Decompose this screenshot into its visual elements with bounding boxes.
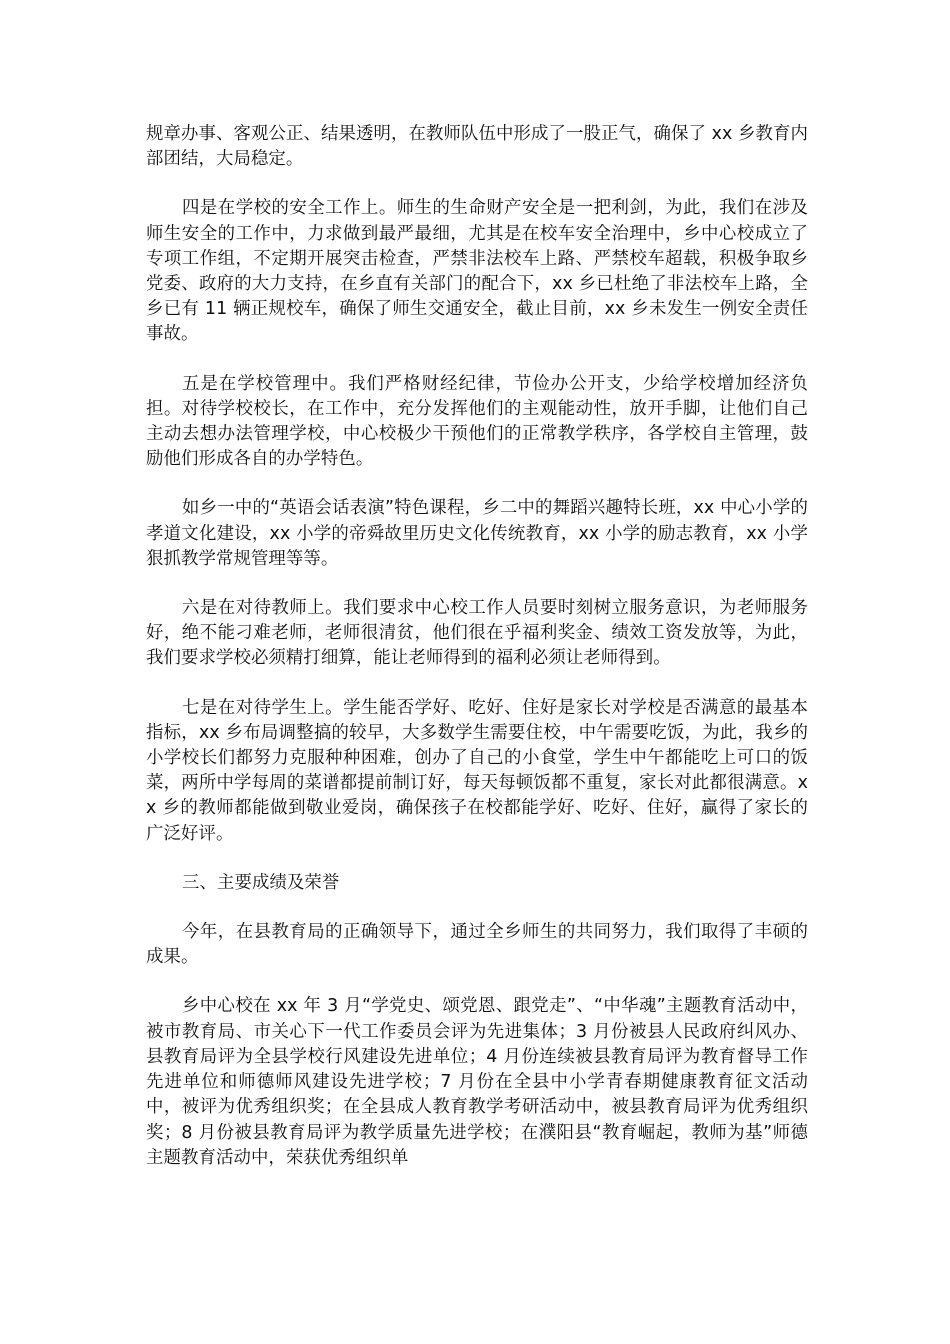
paragraph-school-features: 如乡一中的“英语会话表演”特色课程，乡二中的舞蹈兴趣特长班，xx 中心小学的孝道文化建设，xx 小学的帝舜故里历史文化传统教育，xx 小学的励志教育，xx 小学狠抓教学常规管理等等。 [146,498,808,569]
paragraph-school-management: 五是在学校管理中。我们严格财经纪律，节俭办公开支，少给学校增加经济负担。对待学校校长，在工作中，充分发挥他们的主观能动性，放开手脚，让他们自己主动去想办法管理学校，中心校极少干预他们的正常教学秩序，各学校自主管理，鼓励他们形成各自的办学特色。 [146,373,808,470]
paragraph-teacher-treatment: 六是在对待教师上。我们要求中心校工作人员要时刻树立服务意识，为老师服务好，绝不能刁难老师，老师很清贫，他们很在乎福利奖金、绩效工资发放等，为此，我们要求学校必须精打细算，能让老师得到的福利必须让老师得到。 [146,598,808,669]
document-body [146,122,808,1195]
paragraph-honors: 乡中心校在 xx 年 3 月“学党史、颂党恩、跟党走”、“中华魂”主题教育活动中，被市教育局、市关心下一代工作委员会评为先进集体；3 月份被县人民政府纠风办、县教育局评为全县学校行风建设先进单位；4 月份连续被县教育局评为教育督导工作先进单位和师德师风建设先进学校；7 月份在全县中小学青春期健康教育征文活动中，被评为优秀组织奖；在全县成人教育教学考研活动中，被县教育局评为优秀组织奖；8 月份被县教育局评为教学质量先进学校；在濮阳县“教育崛起，教师为基”师德主题教育活动中，荣获优秀组织单 [146,996,808,1168]
paragraph-student-treatment: 七是在对待学生上。学生能否学好、吃好、住好是家长对学校是否满意的最基本指标，xx 乡布局调整搞的较早，大多数学生需要住校，中午需要吃饭，为此，我乡的小学校长们都努力克服种种困难，创办了自己的小食堂，学生中午都能吃上可口的饭菜，两所中学每周的菜谱都提前制订好，每天每顿饭都不重复，家长对此都很满意。xx 乡的教师都能做到敬业爱岗，确保孩子在校都能学好、吃好、住好，赢得了家长的广泛好评。 [146,697,808,844]
section-heading-achievements: 三、主要成绩及荣誉 [182,872,340,893]
paragraph-achievements-intro: 今年，在县教育局的正确领导下，通过全乡师生的共同努力，我们取得了丰硕的成果。 [146,922,808,968]
paragraph-continuation: 规章办事、客观公正、结果透明，在教师队伍中形成了一股正气，确保了 xx 乡教育内部团结，大局稳定。 [146,124,808,170]
paragraph-safety-work: 四是在学校的安全工作上。师生的生命财产安全是一把利剑，为此，我们在涉及师生安全的工作中，力求做到最严最细，尤其是在校车安全治理中，乡中心校成立了专项工作组，不定期开展突击检查，严禁非法校车上路、严禁校车超载，积极争取乡党委、政府的大力支持，在乡直有关部门的配合下，xx 乡已杜绝了非法校车上路，全乡已有 11 辆正规校车，确保了师生交通安全，截止目前，xx 乡未发生一例安全责任事故。 [146,198,808,345]
